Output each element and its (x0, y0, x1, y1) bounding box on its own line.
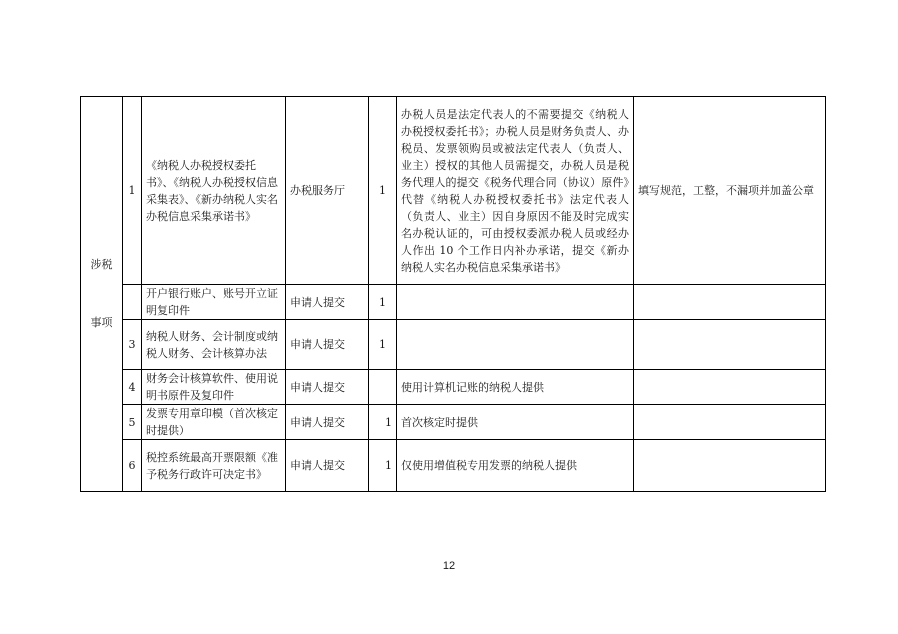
material-note: 办税人员是法定代表人的不需要提交《纳税人办税授权委托书》；办税人员是财务负责人、办税员、发票领购员或被法定代表人（负责人、业主）授权的其他人员需提交，办税人员是税务代理人的提交《税务代理合同（协议）原件》代替《纳税人办税授权委托书》法定代表人（负责人、业主）因自身原因不能及时完成实名办税认证的，可由授权委派办税人员或经办人作出 10 个工作日内补办承诺，提交《新办纳税人实名办税信息采集承诺书》 (397, 97, 634, 285)
material-source: 申请人提交 (286, 440, 369, 492)
material-name: 财务会计核算软件、使用说明书原件及复印件 (142, 370, 286, 405)
material-name: 开户银行账户、账号开立证明复印件 (142, 285, 286, 320)
row-number: 6 (123, 440, 142, 492)
material-source: 申请人提交 (286, 405, 369, 440)
material-count: 1 (369, 97, 397, 285)
table-row (81, 97, 826, 285)
material-source: 办税服务厅 (286, 97, 369, 285)
material-name: 发票专用章印模（首次核定时提供） (142, 405, 286, 440)
material-count: 1 (369, 320, 397, 370)
material-requirement (634, 285, 826, 320)
material-source: 申请人提交 (286, 285, 369, 320)
row-number: 1 (123, 97, 142, 285)
table-row (81, 370, 826, 405)
material-requirement (634, 405, 826, 440)
material-count: 1 (369, 440, 397, 492)
table-row (81, 320, 826, 370)
category-label: 事项 (90, 316, 113, 329)
material-note: 使用计算机记账的纳税人提供 (397, 370, 634, 405)
row-number: 4 (123, 370, 142, 405)
material-requirement: 填写规范，工整，不漏项并加盖公章 (634, 97, 826, 285)
table-row (81, 285, 826, 320)
material-count: 1 (369, 405, 397, 440)
category-label: 涉税 (90, 258, 113, 271)
material-note (397, 285, 634, 320)
material-source: 申请人提交 (286, 320, 369, 370)
material-name: 《纳税人办税授权委托书》、《纳税人办税授权信息采集表》、《新办纳税人实名办税信息采集承诺书》 (142, 97, 286, 285)
material-count: 1 (369, 285, 397, 320)
material-source: 申请人提交 (286, 370, 369, 405)
material-note (397, 320, 634, 370)
material-name: 税控系统最高开票限额《准予税务行政许可决定书》 (142, 440, 286, 492)
category-cell (81, 97, 123, 492)
materials-table (80, 96, 826, 492)
table-row (81, 440, 826, 492)
material-requirement (634, 440, 826, 492)
row-number (123, 285, 142, 320)
row-number: 3 (123, 320, 142, 370)
material-requirement (634, 370, 826, 405)
row-number: 5 (123, 405, 142, 440)
material-name: 纳税人财务、会计制度或纳税人财务、会计核算办法 (142, 320, 286, 370)
material-count (369, 370, 397, 405)
material-requirement (634, 320, 826, 370)
table-row (81, 405, 826, 440)
material-note: 仅使用增值税专用发票的纳税人提供 (397, 440, 634, 492)
page-number: 12 (442, 560, 456, 572)
material-note: 首次核定时提供 (397, 405, 634, 440)
